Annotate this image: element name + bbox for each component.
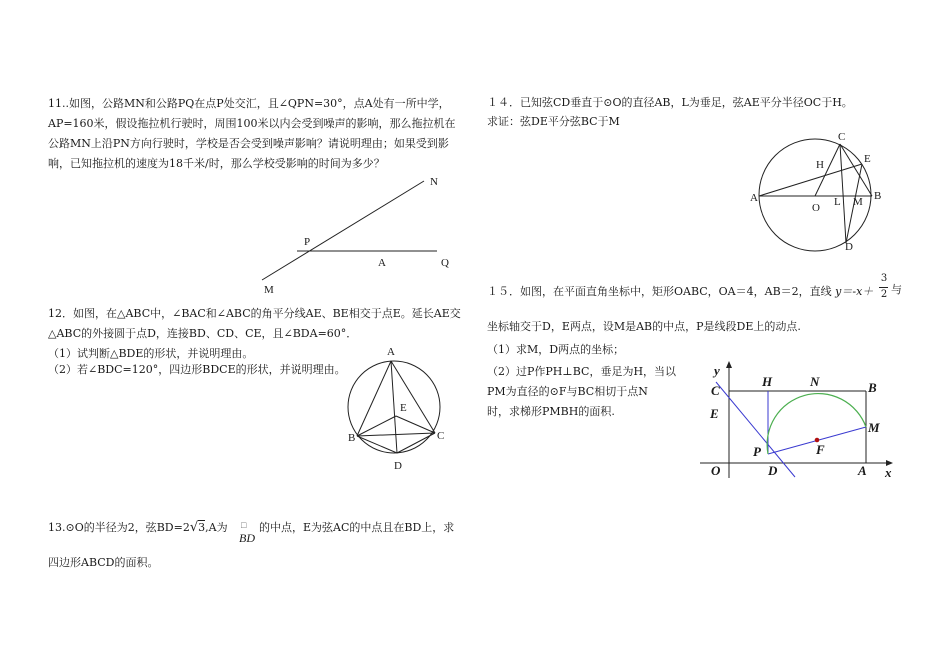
q11-line2: AP=160米，假设拖拉机行驶时，周围100米以内会受到噪声的影响，那么拖拉机在 (48, 117, 456, 130)
sqrt-symbol: √ (189, 520, 199, 535)
q12-label-d: D (394, 460, 402, 472)
q15-line1-b: 与 (891, 283, 902, 296)
q14-label-d: D (845, 241, 853, 253)
q12-line2: △ABC的外接圆于点D，连接BD、CD、CE，且∠BDA=60°． (48, 327, 358, 340)
q14-label-l: L (834, 196, 841, 208)
q15-line3: （1）求M，D两点的坐标； (487, 343, 625, 356)
q15-line2: 坐标轴交于D，E两点，设M是AB的中点，P是线段DE上的动点. (487, 320, 801, 333)
q11-line4: 响，已知拖拉机的速度为18千米/时，那么学校受影响的时间为多少？ (48, 157, 385, 170)
q15-label-f: F (816, 442, 825, 457)
q15-line4: （2）过P作PH⊥BC，垂足为H，当以 (487, 365, 677, 378)
q14-label-b: B (874, 190, 882, 202)
q14-label-a: A (750, 192, 758, 204)
q15-equation: y＝-x＋ (835, 285, 874, 298)
q14-label-o: O (812, 202, 820, 214)
q14-line2: 求证：弦DE平分弦BC于M (487, 115, 620, 128)
q12-line4: （2）若∠BDC=120°，四边形BDCE的形状，并说明理由。 (48, 363, 346, 376)
q15-label-p: P (753, 444, 761, 459)
q12-line1: 12．如图，在△ABC中，∠BAC和∠ABC的角平分线AE、BE相交于点E。延长AE交 (48, 307, 461, 320)
q15-label-m: M (868, 420, 880, 435)
q14-label-h: H (816, 159, 824, 171)
q11-label-a: A (378, 257, 386, 269)
q15-label-c: C (711, 383, 720, 398)
q11-line1: 11..如图，公路MN和公路PQ在点P处交汇，且∠QPN=30°，点A处有一所中学， (48, 97, 450, 110)
q15-label-h: H (762, 374, 773, 389)
q15-line5: PM为直径的⊙F与BC相切于点N (487, 385, 648, 398)
q13-sqrt-value: 3 (198, 521, 206, 534)
q14-line1: １４．已知弦CD垂直于⊙O的直径AB，L为垂足，弦AE平分半径OC于H。 (487, 96, 853, 109)
q12-label-b: B (348, 432, 356, 444)
q11-line3: 公路MN上沿PN方向行驶时，学校是否会受到噪声影响？请说明理由；如果受到影 (48, 137, 449, 150)
q15-label-d: D (768, 463, 778, 478)
q15-line1-a: １５．如图，在平面直角坐标中，矩形OABC，OA＝4，AB＝2，直线 (487, 285, 832, 298)
q15-label-b: B (868, 380, 877, 395)
q15-line6: 时，求梯形PMBH的面积. (487, 405, 615, 418)
q15-y-arrow (726, 361, 732, 368)
q11-label-q: Q (441, 257, 449, 269)
q12-label-a: A (387, 346, 395, 358)
q13-arc-symbol: □ (241, 520, 247, 530)
q11-label-m: M (264, 284, 274, 296)
q12-label-e: E (400, 402, 407, 414)
q15-label-e: E (710, 406, 719, 421)
q13-arc-bd: BD (239, 531, 255, 545)
q14-label-e: E (864, 153, 871, 165)
q15-label-x: x (885, 465, 892, 480)
q14-label-m: M (853, 196, 863, 208)
q13-part1: 13.⊙O的半径为2，弦BD=2 (48, 521, 190, 534)
q13-line2: 四边形ABCD的面积。 (48, 556, 159, 569)
q15-label-n: N (810, 374, 820, 389)
q13-part2: ,A为 (205, 521, 228, 534)
q15-frac-den: 2 (880, 289, 888, 300)
q14-label-c: C (838, 131, 846, 143)
q11-label-n: N (430, 176, 438, 188)
q11-label-p: P (304, 236, 311, 248)
q15-frac-num: 3 (880, 273, 888, 284)
q12-line3: （1）试判断△BDE的形状，并说明理由。 (48, 347, 254, 360)
q15-label-y: y (714, 363, 720, 378)
q13-part3: 的中点，E为弦AC的中点且在BD上，求 (259, 521, 455, 534)
q15-label-o: O (711, 463, 721, 478)
q15-label-a: A (858, 463, 867, 478)
q12-label-c: C (437, 430, 445, 442)
